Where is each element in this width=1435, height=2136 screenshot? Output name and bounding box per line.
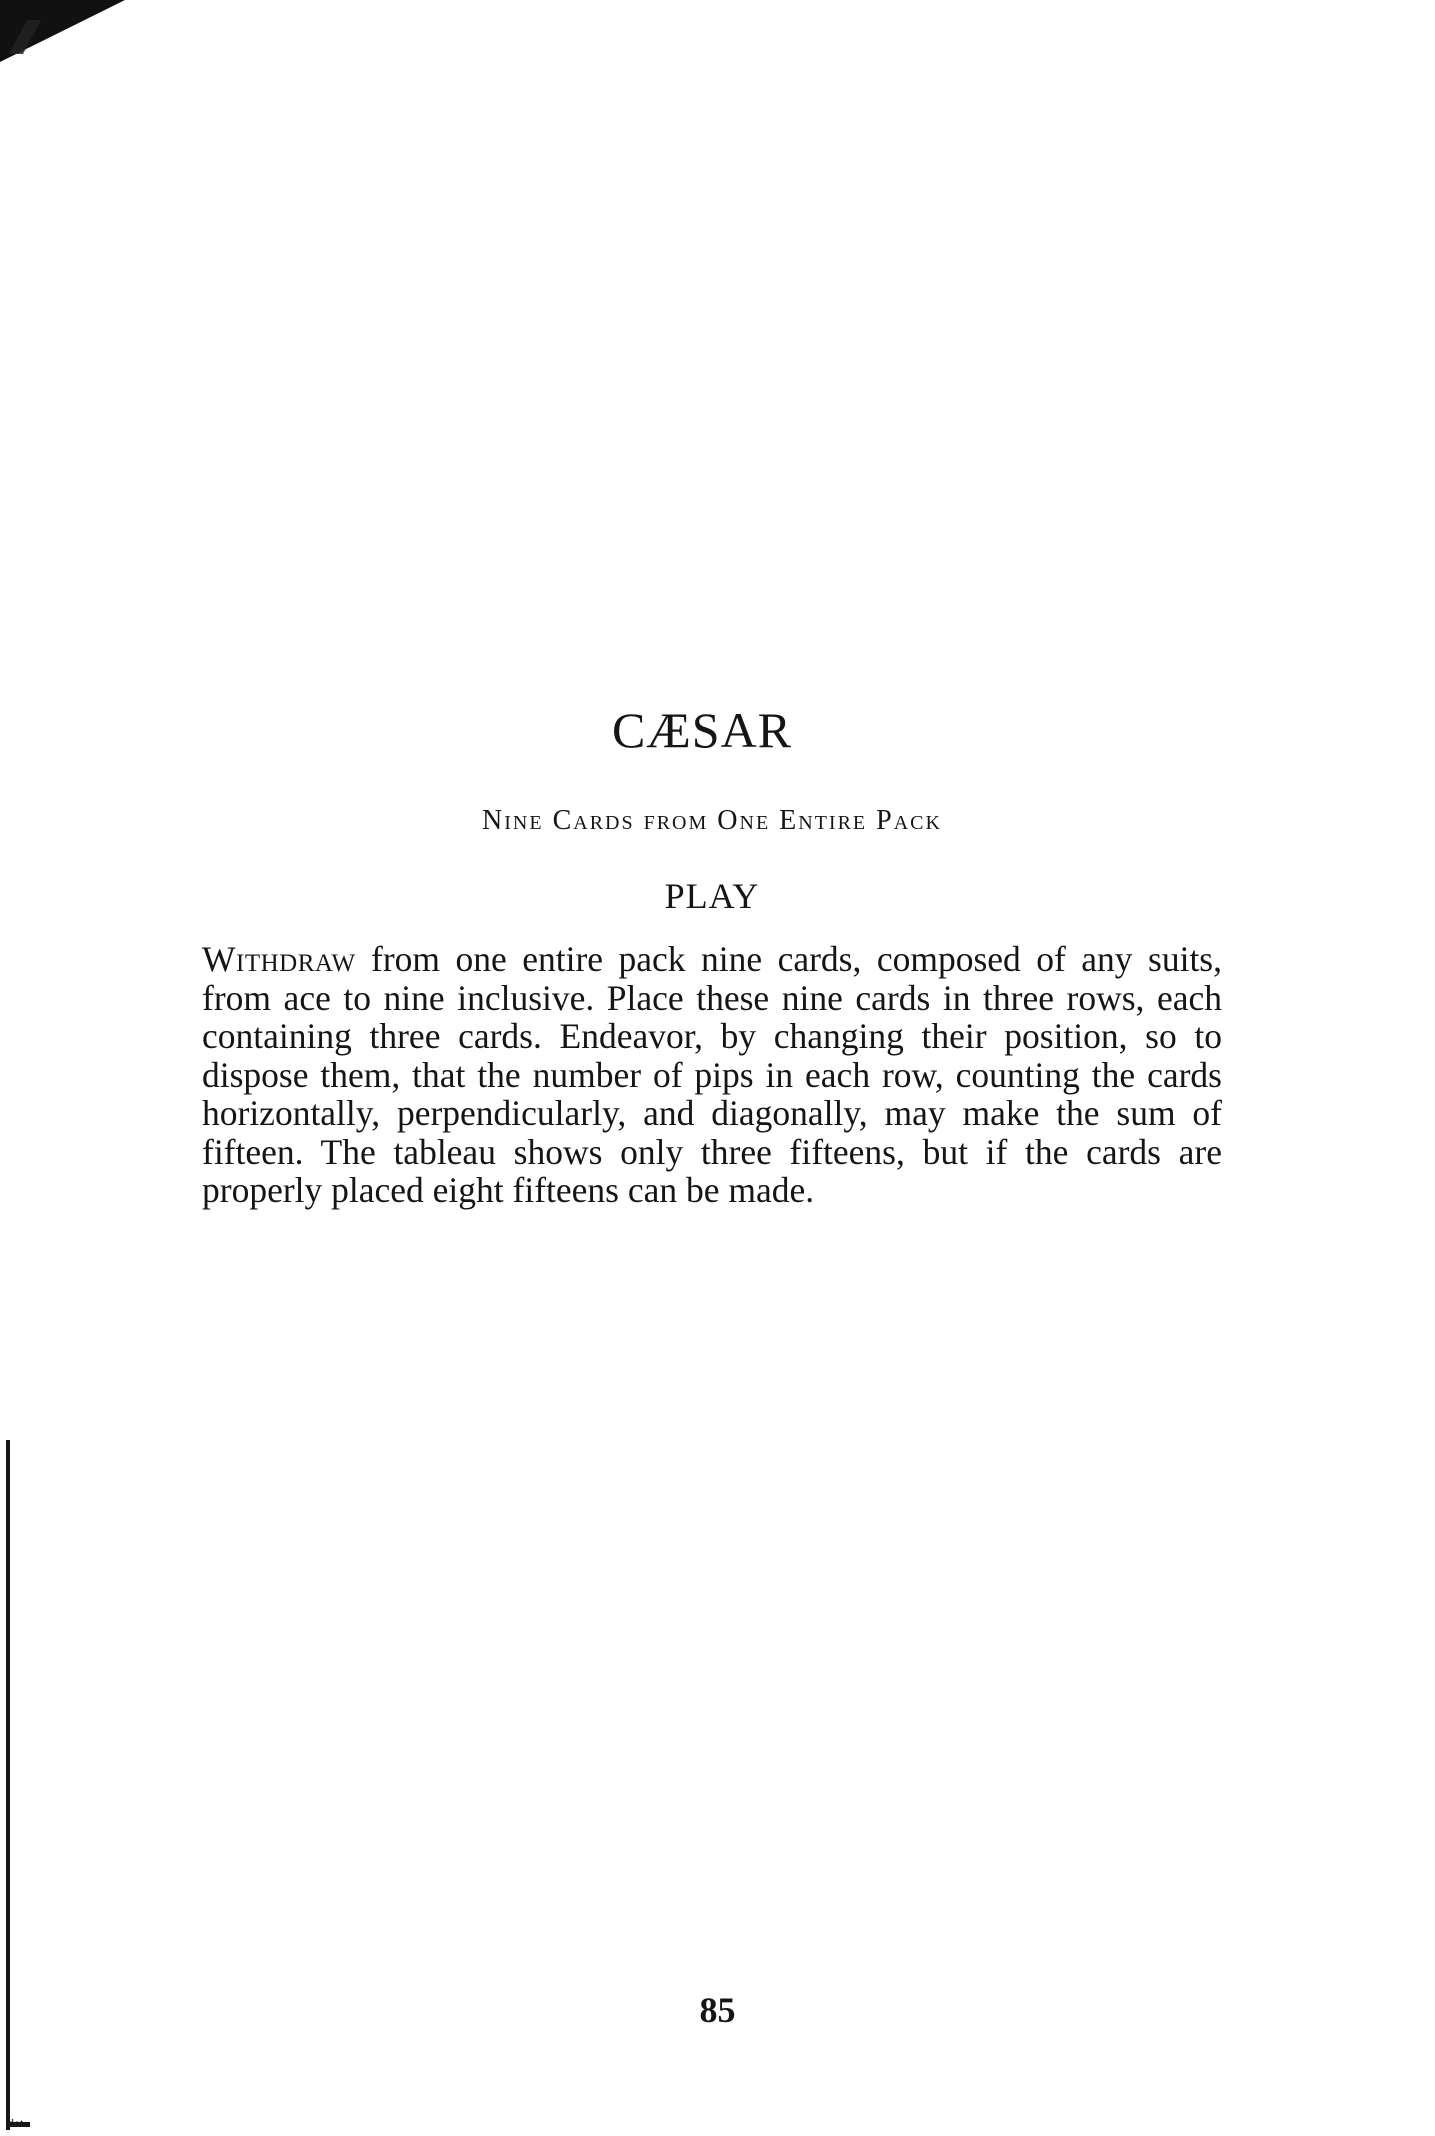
book-page xyxy=(202,700,1222,1210)
section-heading: PLAY xyxy=(664,876,760,916)
body-lead-word: Withdraw xyxy=(202,939,356,979)
body-paragraph xyxy=(202,940,1222,1210)
page-title: CÆSAR xyxy=(611,702,793,758)
page-number: 85 xyxy=(699,1990,736,2030)
body-text: from one entire pack nine cards, composed of any suits, from ace to nine inclusive. Place these nine cards in three rows, each containing three cards. Endeavor, by changing their position, so to dispose them, that the number of pips in each row, counting the cards horizontally, perpendicularly, and diagonally, may make the sum of fifteen. The tableau shows only three fifteens, but if the cards are properly placed eight fifteens can be made. xyxy=(202,939,1222,1210)
scan-edge-mark: dot. xyxy=(8,2116,27,2130)
page-subtitle: Nine Cards from One Entire Pack xyxy=(482,805,942,836)
